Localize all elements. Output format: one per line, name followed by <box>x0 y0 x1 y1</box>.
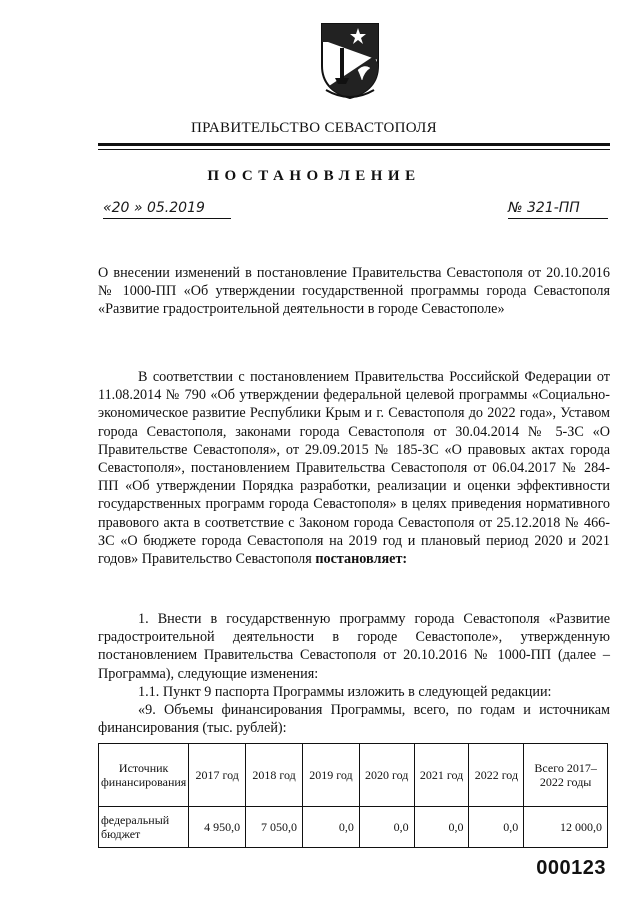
table-header-cell: 2022 год <box>469 744 524 807</box>
document-date: «20 » 05.2019 <box>103 200 231 219</box>
table-cell-source: федеральный бюджет <box>99 807 189 848</box>
table-cell: 0,0 <box>303 807 360 848</box>
table-header-cell: Источник финансирования <box>99 744 189 807</box>
sevastopol-coat-of-arms-icon <box>318 20 382 100</box>
preamble-text: В соответствии с постановлением Правительства Российской Федерации от 11.08.2014 № 790 «Об утверждении федеральной целевой программы «Социально-экономическое развитие Республики Крым и г. Севастополя до 2022 года», Уставом города Севастополя, законами города Севастополя от 30.04.2014 № 5-ЗС «О Правительстве Севастополя», от 29.09.2015 № 185-ЗС «О правовых актах города Севастополя», постановлением Правительства Севастополя от 06.04.2017 № 284-ПП «Об утверждении Порядка разработки, реализации и оценки эффективности государственных программ города Севастополя» в целях приведения нормативного правового акта в соответствие с Законом города Севастополя от 25.12.2018 № 466-ЗС «О бюджете города Севастополя на 2019 год и плановый период 2020 и 2021 годов» Правительство Севастополя <box>98 369 610 568</box>
document-subject: О внесении изменений в постановление Правительства Севастополя от 20.10.2016 № 1000-ПП «Об утверждении государственной программы города Севастополя «Развитие градостроительной деятельности в городе Севастополе» <box>98 265 610 318</box>
organization-title: ПРАВИТЕЛЬСТВО СЕВАСТОПОЛЯ <box>191 120 437 136</box>
item-9-paragraph: «9. Объемы финансирования Программы, всего, по годам и источникам финансирования (тыс. рублей): <box>98 702 610 737</box>
header-rule-thick <box>98 143 610 146</box>
table-header-cell: 2020 год <box>359 744 414 807</box>
item-1-paragraph: 1. Внести в государственную программу города Севастополя «Развитие градостроительной деятельности в городе Севастополе», утвержденную постановлением Правительства Севастополя от 20.10.2016 № 1000-ПП (далее – Программа), следующие изменения: <box>98 611 610 682</box>
table-header-cell: 2019 год <box>303 744 360 807</box>
table-cell-total: 12 000,0 <box>524 807 608 848</box>
table-header-cell: 2021 год <box>414 744 469 807</box>
sheet-number: 000123 <box>536 857 606 879</box>
table-row <box>99 807 608 848</box>
table-cell: 7 050,0 <box>246 807 303 848</box>
document-number: № 321-ПП <box>508 200 608 219</box>
table-cell: 0,0 <box>414 807 469 848</box>
decree-word: постановляет: <box>315 551 408 568</box>
financing-table <box>98 743 608 848</box>
table-cell: 0,0 <box>469 807 524 848</box>
table-header-row <box>99 744 608 807</box>
table-cell: 4 950,0 <box>189 807 246 848</box>
table-header-cell: Всего 2017–2022 годы <box>524 744 608 807</box>
preamble-paragraph <box>98 368 610 568</box>
table-header-cell: 2018 год <box>246 744 303 807</box>
header-rule-thin <box>98 149 610 150</box>
item-1-1-paragraph: 1.1. Пункт 9 паспорта Программы изложить в следующей редакции: <box>138 684 552 700</box>
document-type-title: ПОСТАНОВЛЕНИЕ <box>207 168 421 184</box>
table-header-cell: 2017 год <box>189 744 246 807</box>
table-cell: 0,0 <box>359 807 414 848</box>
